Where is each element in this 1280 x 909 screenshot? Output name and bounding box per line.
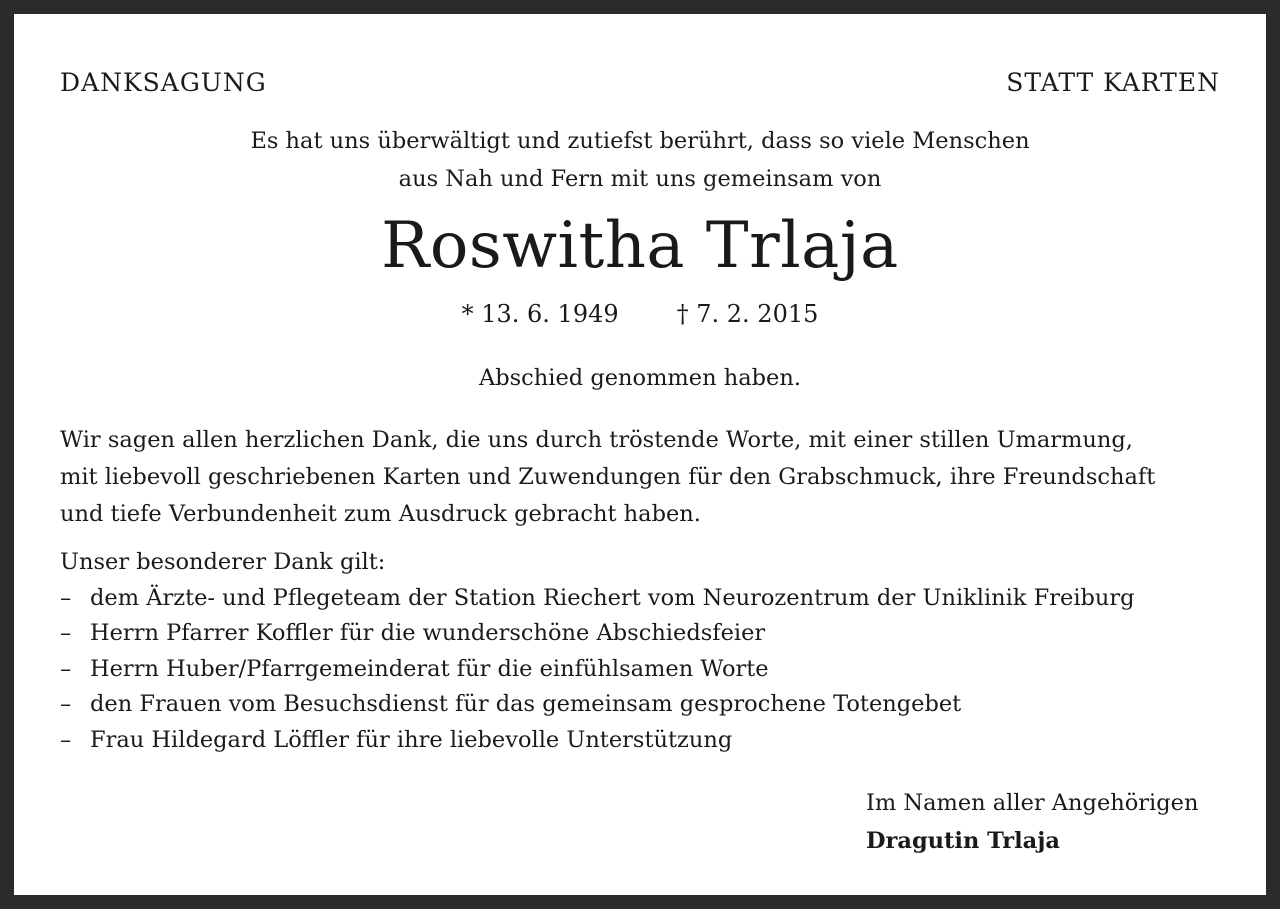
farewell-line: Abschied genommen haben. xyxy=(478,365,801,391)
intro-text xyxy=(14,122,1266,198)
death-date: † 7. 2. 2015 xyxy=(676,300,819,328)
dash-bullet: – xyxy=(60,655,72,682)
thanks-paragraph xyxy=(60,422,1220,533)
list-item: – Frau Hildegard Löffler für ihre liebevolle Unterstützung xyxy=(60,723,1220,759)
life-dates xyxy=(14,302,1266,326)
signer-name: Dragutin Trlaja xyxy=(866,828,1060,854)
dash-bullet: – xyxy=(60,584,72,611)
dash-bullet: – xyxy=(60,726,72,753)
list-item: – Herrn Huber/Pfarrgemeinderat für die einfühlsamen Worte xyxy=(60,652,1220,688)
intro-line-2: aus Nah und Fern mit uns gemeinsam von xyxy=(398,166,882,192)
list-item: – dem Ärzte- und Pflegeteam der Station Riechert vom Neurozentrum der Uniklinik Freiburg xyxy=(60,581,1220,617)
special-thanks-heading: Unser besonderer Dank gilt: xyxy=(60,549,386,575)
birth-date: * 13. 6. 1949 xyxy=(461,300,619,328)
list-item: – den Frauen vom Besuchsdienst für das gemeinsam gesprochene Totengebet xyxy=(60,687,1220,723)
obituary-notice xyxy=(14,14,1266,895)
header-danksagung: DANKSAGUNG xyxy=(60,68,267,97)
special-thanks xyxy=(60,545,1220,758)
dash-bullet: – xyxy=(60,691,72,717)
deceased-name: Roswitha Trlaja xyxy=(381,209,899,283)
intro-line-1: Es hat uns überwältigt und zutiefst berührt, dass so viele Menschen xyxy=(250,128,1030,154)
signature-block xyxy=(866,784,1198,860)
thanks-line-2: mit liebevoll geschriebenen Karten und Zuwendungen für den Grabschmuck, ihre Freundschaft xyxy=(60,464,1156,490)
dash-bullet: – xyxy=(60,620,72,646)
header-statt-karten: STATT KARTEN xyxy=(1006,68,1220,97)
signature-line: Im Namen aller Angehörigen xyxy=(866,790,1199,816)
thanks-line-3: und tiefe Verbundenheit zum Ausdruck gebracht haben. xyxy=(60,501,701,527)
list-item: – Herrn Pfarrer Koffler für die wunderschöne Abschiedsfeier xyxy=(60,616,1220,652)
thanks-line-1: Wir sagen allen herzlichen Dank, die uns durch tröstende Worte, mit einer stillen Umarmung, xyxy=(60,427,1133,453)
